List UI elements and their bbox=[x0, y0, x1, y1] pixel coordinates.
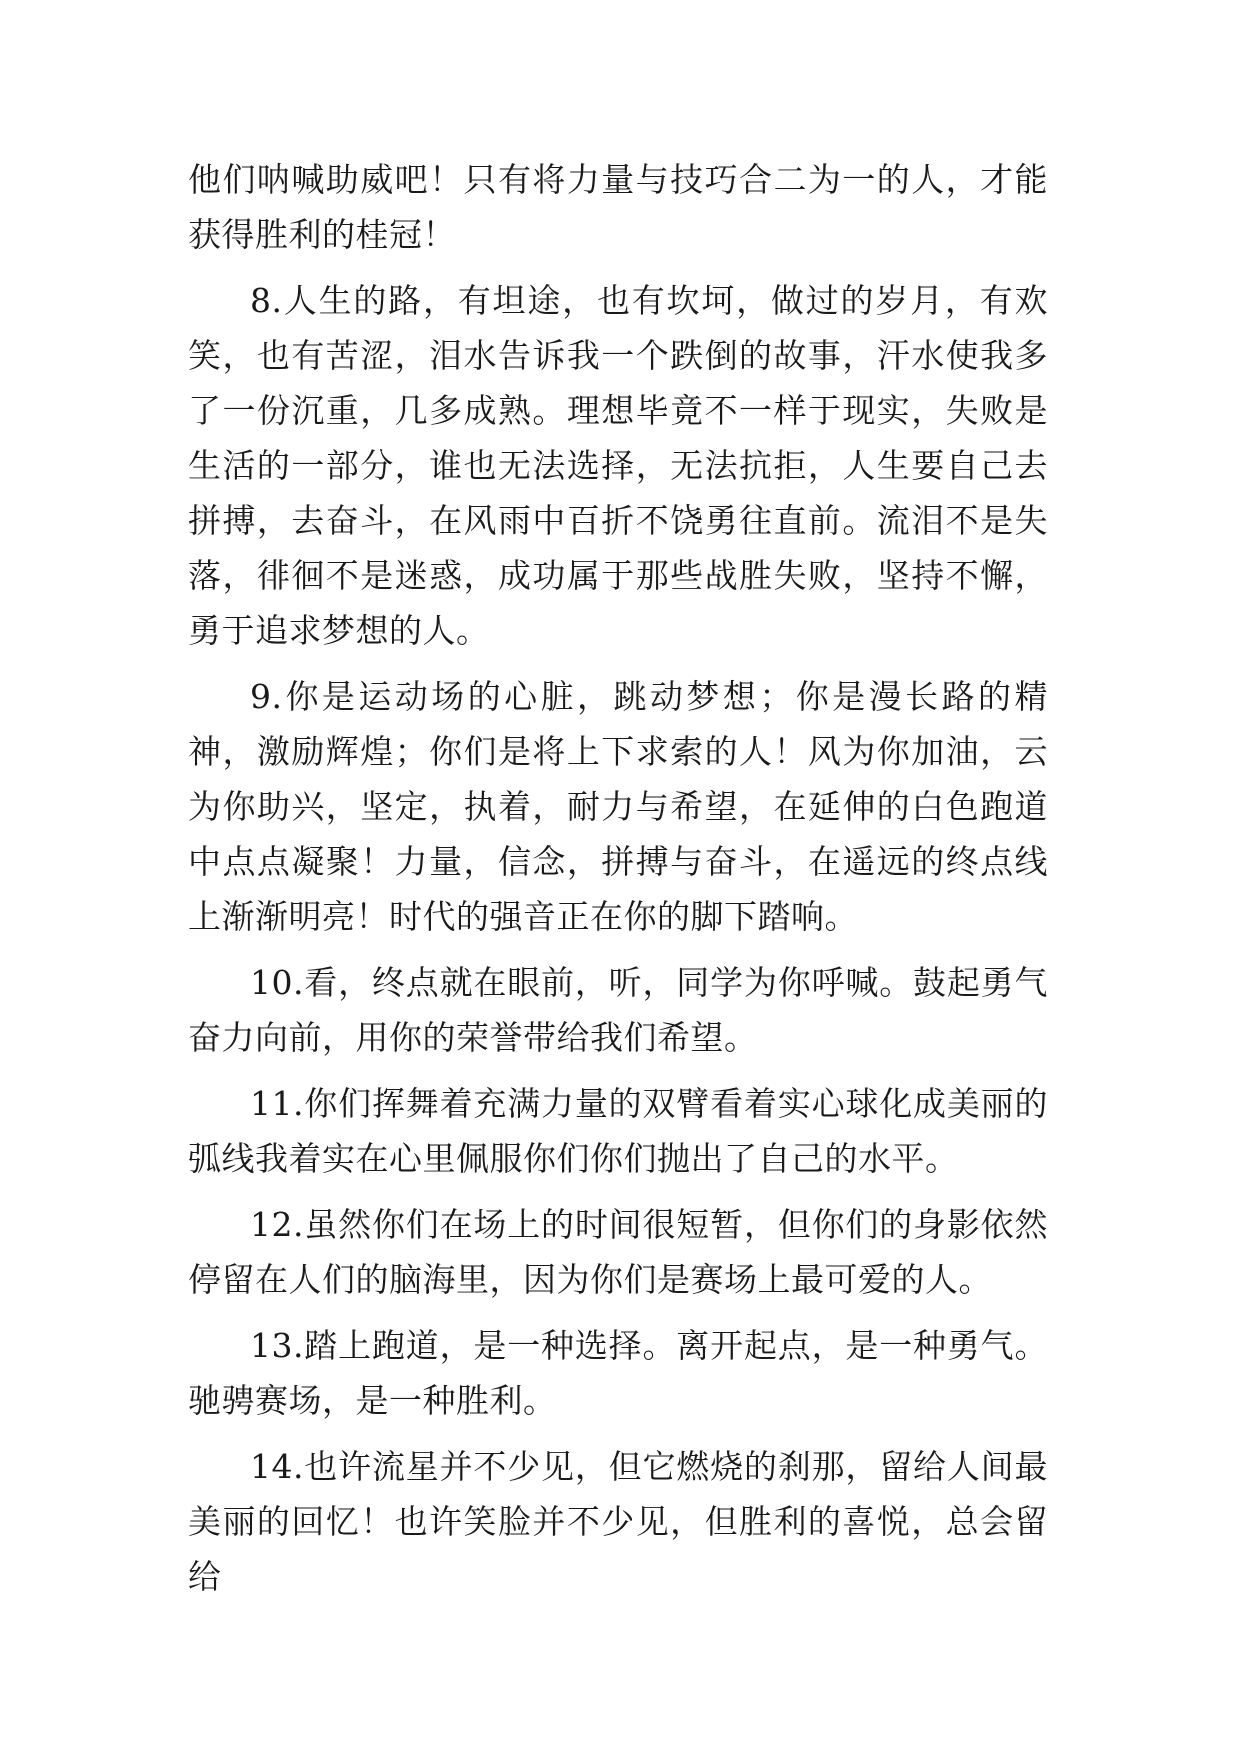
paragraph: 13.踏上跑道，是一种选择。离开起点，是一种勇气。驰骋赛场，是一种胜利。 bbox=[188, 1326, 1048, 1420]
document-body bbox=[188, 152, 1048, 1615]
paragraph: 8.人生的路，有坦途，也有坎坷，做过的岁月，有欢笑，也有苦涩，泪水告诉我一个跌倒的故事，汗水使我多了一份沉重，几多成熟。理想毕竟不一样于现实，失败是生活的一部分，谁也无法选择，无法抗拒，人生要自己去拼搏，去奋斗，在风雨中百折不饶勇往直前。流泪不是失落，徘徊不是迷惑，成功属于那些战胜失败，坚持不懈，勇于追求梦想的人。 bbox=[188, 281, 1048, 650]
paragraph: 9.你是运动场的心脏，跳动梦想；你是漫长路的精神，激励辉煌；你们是将上下求索的人！风为你加油，云为你助兴，坚定，执着，耐力与希望，在延伸的白色跑道中点点凝聚！力量，信念，拼搏与奋斗，在遥远的终点线上渐渐明亮！时代的强音正在你的脚下踏响。 bbox=[188, 677, 1048, 936]
paragraph: 他们呐喊助威吧！只有将力量与技巧合二为一的人，才能获得胜利的桂冠！ bbox=[188, 160, 1048, 254]
paragraph: 10.看，终点就在眼前，听，同学为你呼喊。鼓起勇气奋力向前，用你的荣誉带给我们希望。 bbox=[188, 963, 1048, 1057]
paragraph: 14.也许流星并不少见，但它燃烧的刹那，留给人间最美丽的回忆！也许笑脸并不少见，但胜利的喜悦，总会留给 bbox=[188, 1447, 1048, 1596]
paragraph: 12.虽然你们在场上的时间很短暂，但你们的身影依然停留在人们的脑海里，因为你们是赛场上最可爱的人。 bbox=[188, 1205, 1048, 1299]
paragraph: 11.你们挥舞着充满力量的双臂看着实心球化成美丽的弧线我着实在心里佩服你们你们抛出了自己的水平。 bbox=[188, 1084, 1048, 1178]
